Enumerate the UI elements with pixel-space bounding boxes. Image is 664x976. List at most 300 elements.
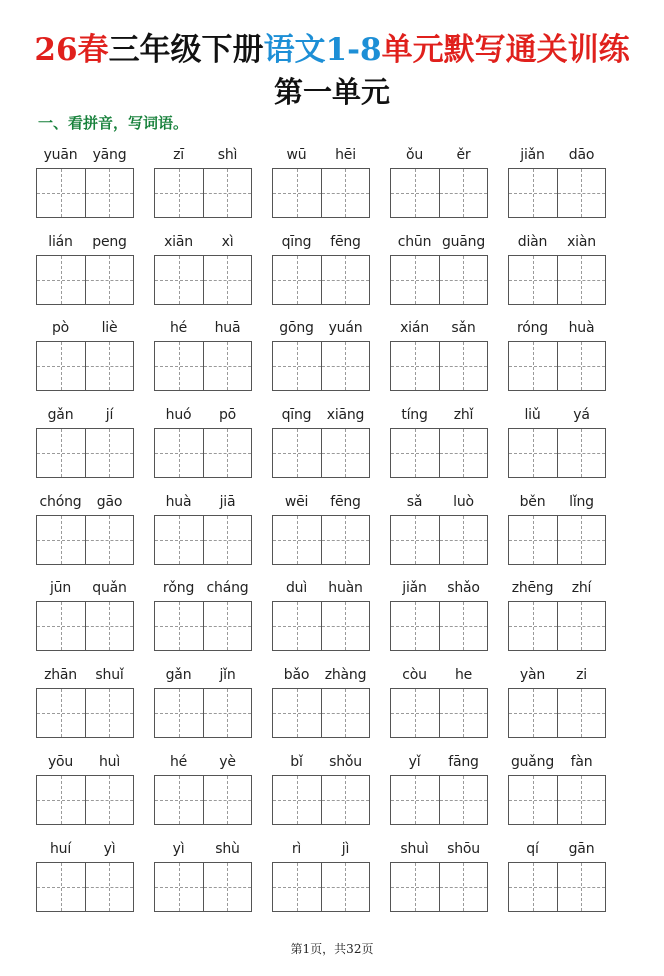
character-writing-box[interactable]: [321, 776, 370, 824]
pinyin-syllable: chóng: [39, 493, 82, 510]
character-writing-box[interactable]: [155, 863, 203, 911]
character-writing-box[interactable]: [273, 429, 321, 477]
word-entry: [154, 142, 252, 229]
writing-boxes: [36, 601, 134, 651]
writing-boxes: [36, 341, 134, 391]
pinyin-syllable: xiàn: [567, 233, 596, 250]
character-writing-box[interactable]: [37, 689, 85, 737]
word-entry: [36, 836, 134, 923]
character-writing-box[interactable]: [155, 342, 203, 390]
writing-boxes: [36, 775, 134, 825]
pinyin-syllable: yōu: [47, 753, 74, 770]
word-entry: [154, 229, 252, 316]
character-writing-box[interactable]: [203, 602, 252, 650]
character-writing-box[interactable]: [439, 342, 488, 390]
pinyin-row: [390, 315, 488, 341]
word-entry: [390, 229, 488, 316]
pinyin-syllable: lián: [48, 233, 73, 250]
writing-boxes: [154, 428, 252, 478]
character-writing-box[interactable]: [37, 776, 85, 824]
writing-boxes: [272, 255, 370, 305]
character-writing-box[interactable]: [557, 516, 606, 564]
character-writing-box[interactable]: [557, 863, 606, 911]
character-writing-box[interactable]: [321, 342, 370, 390]
writing-boxes: [272, 168, 370, 218]
pinyin-row: [36, 315, 134, 341]
word-entry: [390, 142, 488, 229]
writing-boxes: [390, 515, 488, 565]
pinyin-syllable: liǔ: [524, 407, 541, 424]
character-writing-box[interactable]: [273, 602, 321, 650]
character-writing-box[interactable]: [273, 342, 321, 390]
pinyin-row: [272, 489, 370, 515]
pinyin-syllable: yá: [573, 407, 590, 424]
word-entry: [272, 662, 370, 749]
character-writing-box[interactable]: [391, 169, 439, 217]
word-entry: [508, 142, 606, 229]
writing-boxes: [390, 601, 488, 651]
pinyin-syllable: huó: [165, 407, 192, 424]
pinyin-row: [508, 489, 606, 515]
pinyin-row: [154, 662, 252, 688]
character-writing-box[interactable]: [155, 776, 203, 824]
character-writing-box[interactable]: [439, 169, 488, 217]
pinyin-syllable: sǎ: [406, 493, 423, 510]
character-writing-box[interactable]: [321, 602, 370, 650]
pinyin-syllable: bǎo: [283, 667, 310, 684]
character-writing-box[interactable]: [557, 776, 606, 824]
writing-boxes: [508, 255, 606, 305]
character-writing-box[interactable]: [391, 602, 439, 650]
writing-boxes: [272, 688, 370, 738]
pinyin-syllable: guǎng: [510, 753, 555, 770]
pinyin-syllable: xì: [221, 233, 234, 250]
character-writing-box[interactable]: [439, 863, 488, 911]
pinyin-syllable: shuǐ: [95, 667, 124, 684]
pinyin-syllable: qīng: [281, 407, 312, 424]
pinyin-syllable: huā: [214, 320, 241, 337]
pinyin-row: [36, 662, 134, 688]
character-writing-box[interactable]: [321, 863, 370, 911]
pinyin-syllable: qīng: [281, 233, 312, 250]
character-writing-box[interactable]: [321, 256, 370, 304]
pinyin-syllable: zhǐ: [453, 407, 474, 424]
pinyin-row: [154, 142, 252, 168]
pinyin-syllable: jí: [105, 407, 114, 424]
pinyin-row: [390, 402, 488, 428]
character-writing-box[interactable]: [509, 342, 557, 390]
character-writing-box[interactable]: [439, 429, 488, 477]
pinyin-syllable: jì: [341, 840, 350, 857]
pinyin-syllable: huàn: [328, 580, 363, 597]
writing-boxes: [36, 428, 134, 478]
pinyin-row: [390, 662, 488, 688]
character-writing-box[interactable]: [37, 429, 85, 477]
pinyin-syllable: gān: [568, 840, 595, 857]
pinyin-syllable: còu: [402, 667, 427, 684]
pinyin-syllable: qí: [526, 840, 539, 857]
character-writing-box[interactable]: [155, 256, 203, 304]
writing-boxes: [390, 168, 488, 218]
pinyin-syllable: hé: [169, 320, 188, 337]
pinyin-syllable: zhí: [571, 580, 592, 597]
pinyin-syllable: rì: [291, 840, 302, 857]
character-writing-box[interactable]: [391, 516, 439, 564]
character-writing-box[interactable]: [439, 776, 488, 824]
character-writing-box[interactable]: [557, 602, 606, 650]
writing-boxes: [508, 775, 606, 825]
writing-boxes: [154, 515, 252, 565]
character-writing-box[interactable]: [391, 256, 439, 304]
title-segment: 三年级下册: [108, 32, 264, 68]
character-writing-box[interactable]: [321, 169, 370, 217]
writing-boxes: [390, 428, 488, 478]
pinyin-row: [508, 315, 606, 341]
writing-boxes: [154, 775, 252, 825]
pinyin-syllable: he: [454, 667, 473, 684]
pinyin-row: [36, 489, 134, 515]
word-entry: [154, 402, 252, 489]
character-writing-box[interactable]: [321, 516, 370, 564]
pinyin-row: [154, 402, 252, 428]
title-segment: 26春: [34, 32, 109, 68]
pinyin-row: [508, 749, 606, 775]
writing-boxes: [508, 341, 606, 391]
writing-boxes: [508, 428, 606, 478]
word-entry: [154, 749, 252, 836]
writing-boxes: [508, 601, 606, 651]
writing-boxes: [508, 168, 606, 218]
pinyin-row: [508, 229, 606, 255]
character-writing-box[interactable]: [85, 256, 134, 304]
pinyin-row: [390, 489, 488, 515]
pinyin-syllable: yì: [172, 840, 185, 857]
pinyin-row: [36, 229, 134, 255]
character-writing-box[interactable]: [155, 516, 203, 564]
word-entry: [390, 836, 488, 923]
character-writing-box[interactable]: [85, 516, 134, 564]
character-writing-box[interactable]: [509, 689, 557, 737]
word-entry: [390, 662, 488, 749]
word-entry: [272, 575, 370, 662]
pinyin-syllable: jǐn: [219, 667, 236, 684]
pinyin-syllable: quǎn: [92, 580, 127, 597]
character-writing-box[interactable]: [557, 689, 606, 737]
character-writing-box[interactable]: [509, 516, 557, 564]
pinyin-syllable: sǎn: [451, 320, 476, 337]
character-writing-box[interactable]: [439, 602, 488, 650]
character-writing-box[interactable]: [557, 429, 606, 477]
character-writing-box[interactable]: [391, 429, 439, 477]
writing-boxes: [154, 862, 252, 912]
writing-boxes: [154, 168, 252, 218]
character-writing-box[interactable]: [155, 169, 203, 217]
pinyin-row: [154, 229, 252, 255]
character-writing-box[interactable]: [37, 256, 85, 304]
pinyin-row: [154, 836, 252, 862]
word-entry: [390, 749, 488, 836]
character-writing-box[interactable]: [203, 256, 252, 304]
character-writing-box[interactable]: [37, 602, 85, 650]
pinyin-syllable: gǎn: [165, 667, 192, 684]
pinyin-row: [390, 575, 488, 601]
pinyin-syllable: jiǎn: [402, 580, 427, 597]
pinyin-row: [154, 489, 252, 515]
pinyin-row: [36, 749, 134, 775]
character-writing-box[interactable]: [85, 776, 134, 824]
pinyin-syllable: shǎo: [447, 580, 480, 597]
pinyin-syllable: fāng: [448, 753, 479, 770]
character-writing-box[interactable]: [203, 516, 252, 564]
word-entry: [36, 749, 134, 836]
character-writing-box[interactable]: [85, 342, 134, 390]
writing-boxes: [390, 862, 488, 912]
pinyin-row: [272, 402, 370, 428]
character-writing-box[interactable]: [273, 516, 321, 564]
word-entry: [508, 315, 606, 402]
writing-boxes: [36, 168, 134, 218]
pinyin-syllable: yǐ: [408, 753, 421, 770]
character-writing-box[interactable]: [37, 516, 85, 564]
word-entry: [508, 749, 606, 836]
character-writing-box[interactable]: [85, 863, 134, 911]
writing-boxes: [154, 688, 252, 738]
word-entry: [36, 489, 134, 576]
pinyin-row: [508, 402, 606, 428]
character-writing-box[interactable]: [273, 689, 321, 737]
character-writing-box[interactable]: [273, 169, 321, 217]
character-writing-box[interactable]: [203, 342, 252, 390]
character-writing-box[interactable]: [85, 602, 134, 650]
pinyin-syllable: diàn: [517, 233, 548, 250]
character-writing-box[interactable]: [557, 342, 606, 390]
word-entry: [390, 315, 488, 402]
document-title: [0, 30, 664, 70]
pinyin-row: [36, 402, 134, 428]
pinyin-syllable: yì: [103, 840, 116, 857]
word-entry: [390, 575, 488, 662]
pinyin-syllable: xiān: [164, 233, 193, 250]
page-footer: 第1页，共32页: [290, 942, 374, 956]
character-writing-box[interactable]: [391, 776, 439, 824]
pinyin-syllable: hēi: [335, 147, 356, 163]
character-writing-box[interactable]: [203, 689, 252, 737]
character-writing-box[interactable]: [85, 169, 134, 217]
pinyin-syllable: fēng: [330, 233, 361, 250]
word-entry: [36, 142, 134, 229]
writing-boxes: [390, 341, 488, 391]
title-segment: 语文1-8: [263, 32, 382, 68]
character-writing-box[interactable]: [509, 863, 557, 911]
pinyin-syllable: shǒu: [329, 753, 362, 770]
writing-boxes: [36, 255, 134, 305]
pinyin-syllable: gāo: [96, 493, 123, 510]
character-writing-box[interactable]: [509, 429, 557, 477]
character-writing-box[interactable]: [321, 689, 370, 737]
word-entry: [390, 402, 488, 489]
character-writing-box[interactable]: [321, 429, 370, 477]
character-writing-box[interactable]: [85, 689, 134, 737]
word-entry: [508, 402, 606, 489]
word-entry: [272, 315, 370, 402]
writing-boxes: [36, 515, 134, 565]
pinyin-syllable: yuán: [328, 320, 363, 337]
pinyin-syllable: duì: [285, 580, 308, 597]
writing-boxes: [154, 601, 252, 651]
pinyin-syllable: yāng: [92, 147, 127, 163]
character-writing-box[interactable]: [557, 256, 606, 304]
character-writing-box[interactable]: [203, 863, 252, 911]
pinyin-syllable: fēng: [330, 493, 361, 510]
character-writing-box[interactable]: [509, 256, 557, 304]
pinyin-syllable: lǐng: [569, 493, 594, 510]
pinyin-syllable: chūn: [397, 233, 432, 250]
character-writing-box[interactable]: [155, 429, 203, 477]
writing-boxes: [36, 688, 134, 738]
character-writing-box[interactable]: [155, 602, 203, 650]
pinyin-row: [390, 749, 488, 775]
pinyin-syllable: peng: [92, 233, 127, 250]
pinyin-syllable: róng: [517, 320, 548, 337]
word-entry: [36, 575, 134, 662]
pinyin-row: [272, 229, 370, 255]
pinyin-syllable: ěr: [456, 147, 471, 163]
word-entry: [154, 575, 252, 662]
pinyin-row: [508, 662, 606, 688]
word-entry: [390, 489, 488, 576]
pinyin-syllable: gōng: [279, 320, 314, 337]
pinyin-row: [390, 836, 488, 862]
pinyin-syllable: huà: [568, 320, 595, 337]
pinyin-syllable: rǒng: [162, 580, 195, 597]
pinyin-syllable: shōu: [447, 840, 480, 857]
pinyin-syllable: xián: [400, 320, 429, 337]
word-entry: [154, 489, 252, 576]
pinyin-syllable: zhàng: [324, 667, 367, 684]
pinyin-row: [154, 315, 252, 341]
character-writing-box[interactable]: [37, 169, 85, 217]
pinyin-syllable: yàn: [519, 667, 546, 684]
writing-boxes: [272, 862, 370, 912]
character-writing-box[interactable]: [557, 169, 606, 217]
character-writing-box[interactable]: [439, 516, 488, 564]
pinyin-syllable: yuān: [43, 147, 78, 163]
pinyin-syllable: luò: [453, 493, 474, 510]
character-writing-box[interactable]: [273, 863, 321, 911]
unit-title: 第一单元: [273, 75, 390, 109]
pinyin-syllable: huà: [165, 493, 192, 510]
writing-boxes: [272, 601, 370, 651]
character-writing-box[interactable]: [439, 256, 488, 304]
pinyin-syllable: shù: [215, 840, 240, 857]
character-writing-box[interactable]: [203, 776, 252, 824]
word-entry: [272, 229, 370, 316]
title-segment: 单元默写通关训练: [381, 32, 630, 68]
character-writing-box[interactable]: [273, 256, 321, 304]
character-writing-box[interactable]: [37, 342, 85, 390]
writing-boxes: [154, 341, 252, 391]
character-writing-box[interactable]: [509, 776, 557, 824]
writing-boxes: [390, 688, 488, 738]
pinyin-row: [272, 836, 370, 862]
pinyin-syllable: zhēng: [511, 580, 554, 597]
pinyin-syllable: běn: [519, 493, 546, 510]
character-writing-box[interactable]: [273, 776, 321, 824]
word-entry: [154, 662, 252, 749]
writing-boxes: [272, 341, 370, 391]
writing-boxes: [272, 515, 370, 565]
writing-boxes: [272, 775, 370, 825]
pinyin-syllable: yè: [219, 753, 236, 770]
word-entry: [508, 836, 606, 923]
pinyin-syllable: jiǎn: [520, 147, 545, 163]
pinyin-row: [390, 229, 488, 255]
character-writing-box[interactable]: [391, 342, 439, 390]
pinyin-syllable: cháng: [206, 580, 249, 597]
word-entry: [36, 402, 134, 489]
word-entry: [36, 229, 134, 316]
pinyin-syllable: dāo: [568, 147, 595, 163]
pinyin-syllable: huì: [98, 753, 121, 770]
writing-boxes: [508, 862, 606, 912]
word-entry: [272, 749, 370, 836]
word-entry: [272, 402, 370, 489]
character-writing-box[interactable]: [391, 863, 439, 911]
pinyin-syllable: zi: [576, 667, 587, 684]
pinyin-row: [272, 315, 370, 341]
pinyin-row: [390, 142, 488, 168]
writing-boxes: [508, 515, 606, 565]
word-entry: [154, 836, 252, 923]
pinyin-syllable: shì: [217, 147, 238, 163]
pinyin-syllable: jiā: [219, 493, 236, 510]
character-writing-box[interactable]: [391, 689, 439, 737]
pinyin-row: [272, 662, 370, 688]
pinyin-syllable: fàn: [570, 753, 593, 770]
writing-boxes: [272, 428, 370, 478]
pinyin-row: [36, 142, 134, 168]
writing-boxes: [36, 862, 134, 912]
pinyin-row: [154, 575, 252, 601]
pinyin-syllable: wēi: [284, 493, 309, 510]
character-writing-box[interactable]: [85, 429, 134, 477]
word-entry: [36, 662, 134, 749]
pinyin-row: [36, 575, 134, 601]
writing-boxes: [390, 775, 488, 825]
pinyin-syllable: bǐ: [290, 753, 303, 770]
word-entry: [272, 142, 370, 229]
word-entry: [508, 229, 606, 316]
character-writing-box[interactable]: [509, 169, 557, 217]
pinyin-row: [508, 142, 606, 168]
pinyin-row: [272, 575, 370, 601]
character-writing-box[interactable]: [37, 863, 85, 911]
pinyin-syllable: tíng: [401, 407, 428, 424]
character-writing-box[interactable]: [439, 689, 488, 737]
character-writing-box[interactable]: [203, 429, 252, 477]
pinyin-row: [508, 836, 606, 862]
word-entry: [36, 315, 134, 402]
pinyin-syllable: zī: [173, 147, 184, 163]
writing-boxes: [390, 255, 488, 305]
pinyin-exercise-grid: [36, 142, 608, 922]
character-writing-box[interactable]: [509, 602, 557, 650]
character-writing-box[interactable]: [155, 689, 203, 737]
writing-boxes: [508, 688, 606, 738]
character-writing-box[interactable]: [203, 169, 252, 217]
word-entry: [508, 575, 606, 662]
word-entry: [508, 662, 606, 749]
